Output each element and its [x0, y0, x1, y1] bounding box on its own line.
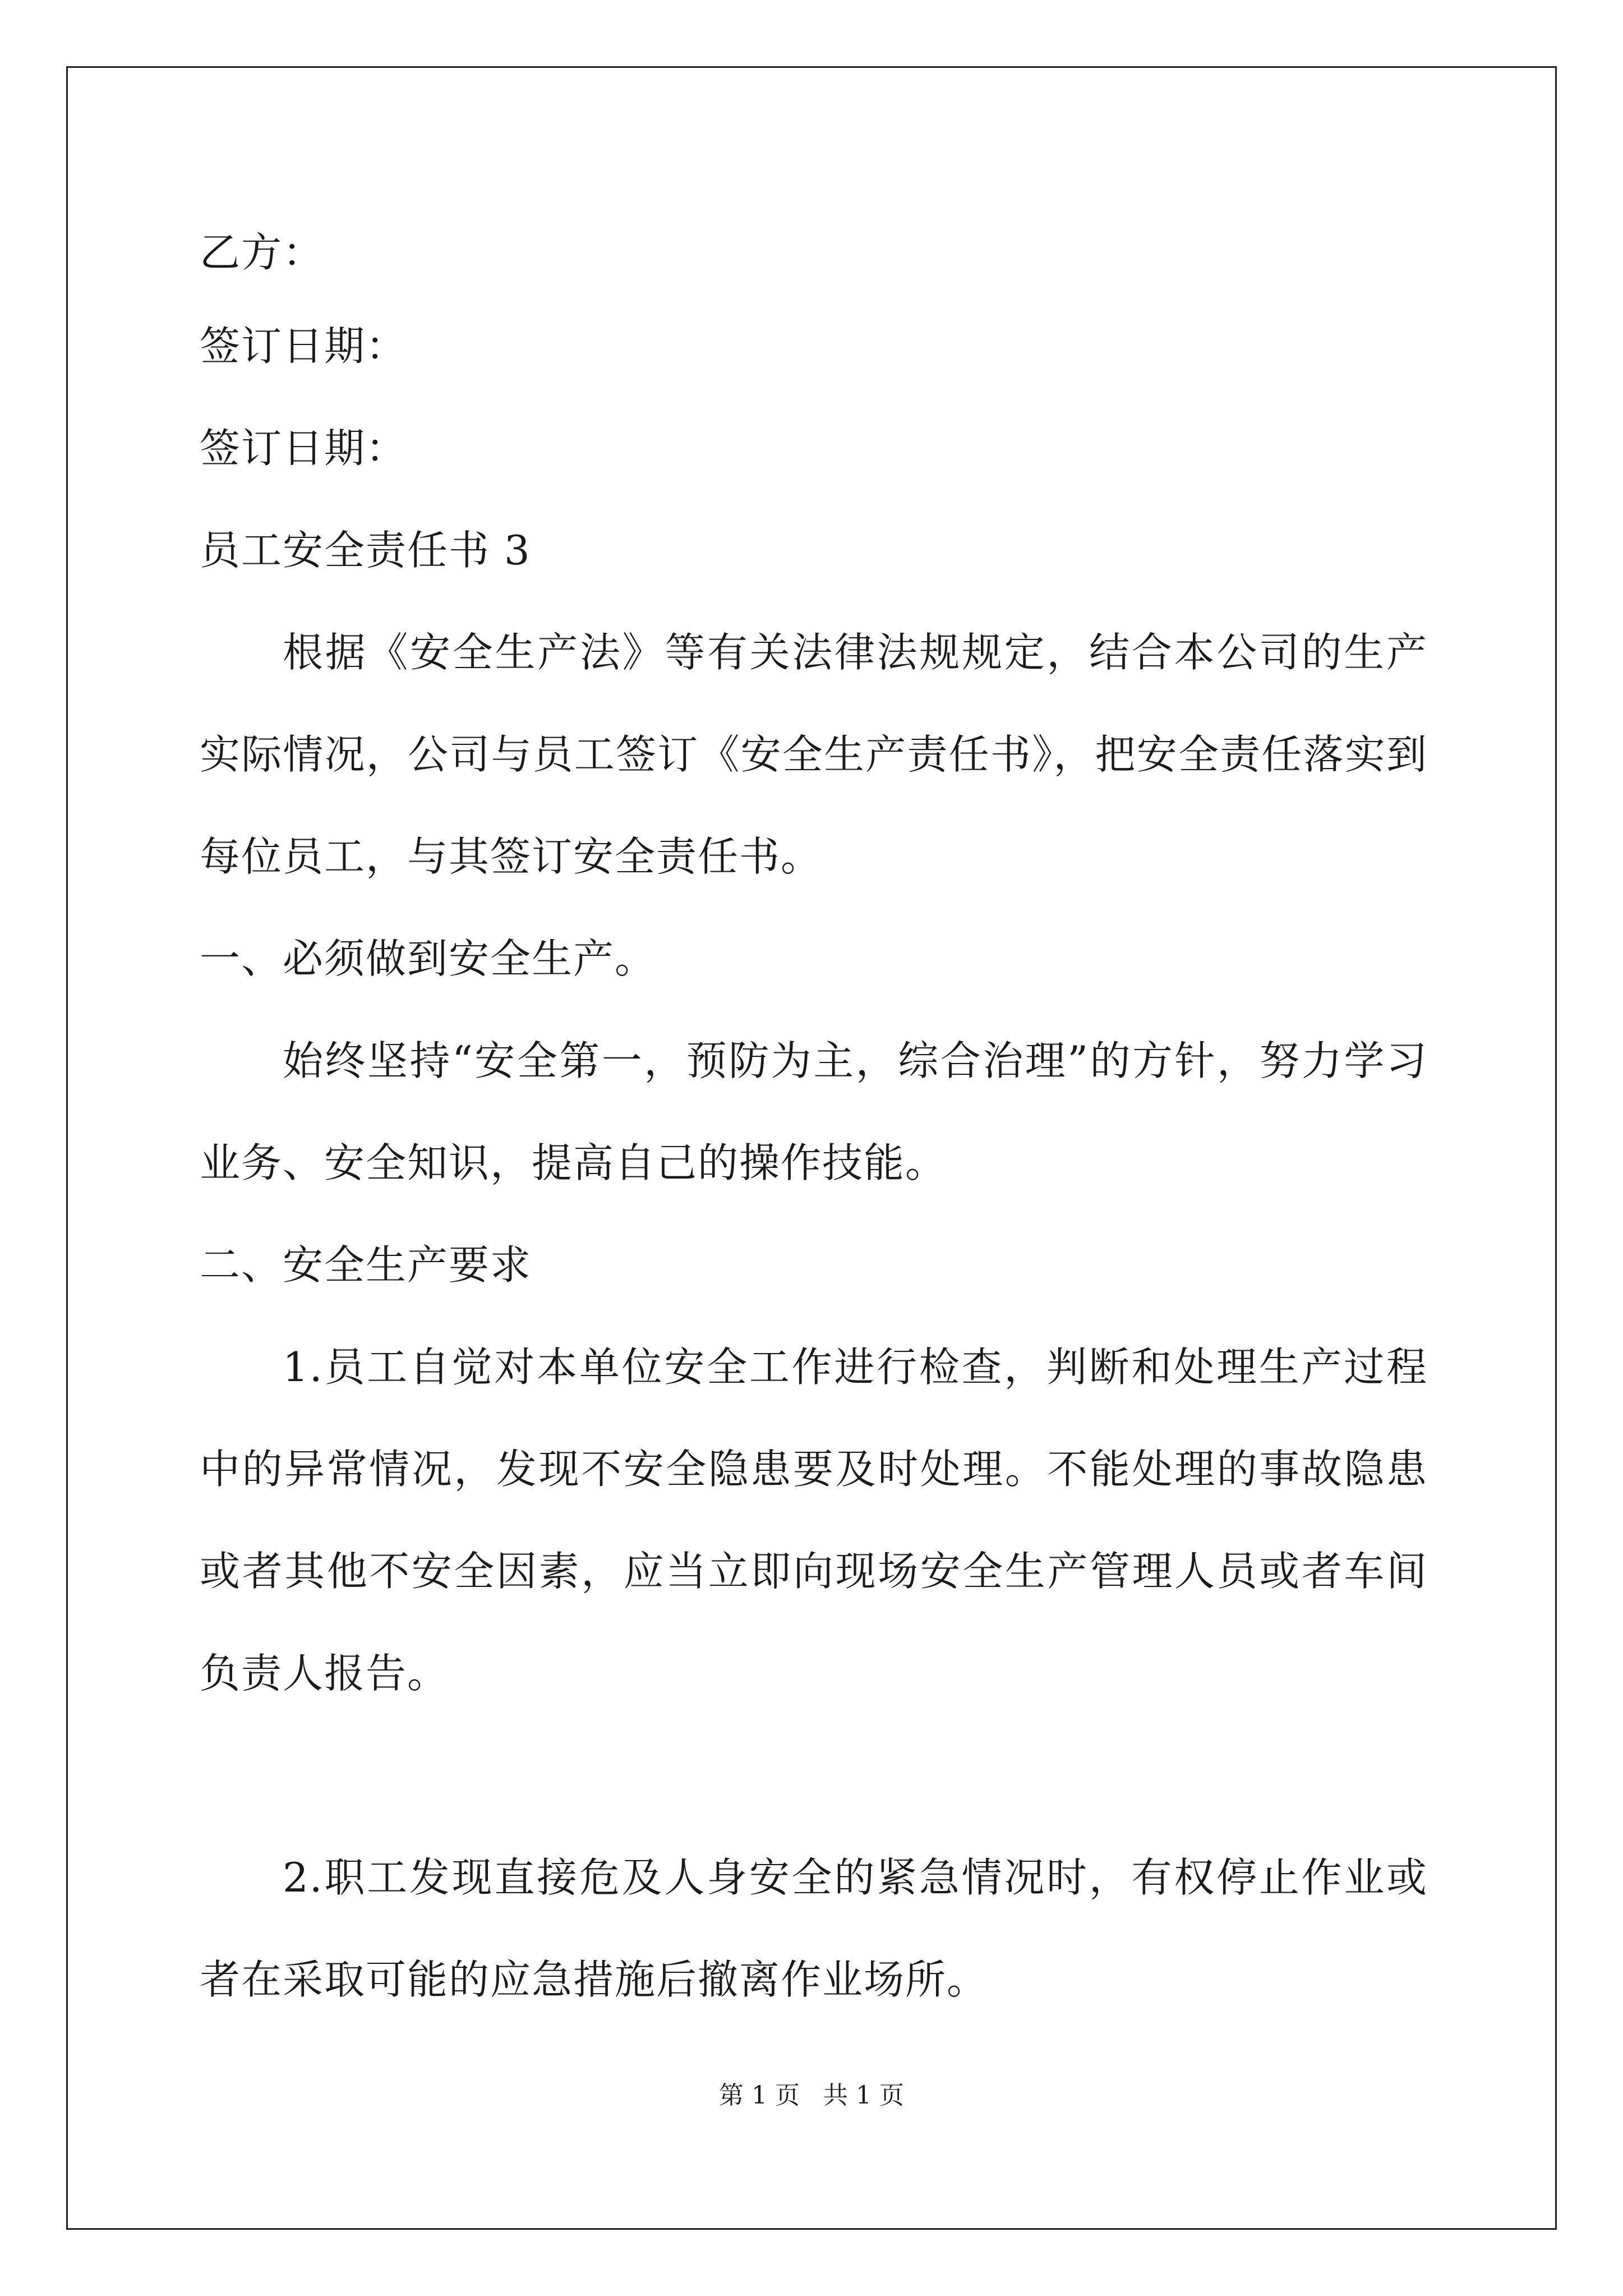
- intro-paragraph: 根据《安全生产法》等有关法律法规规定，结合本公司的生产实际情况，公司与员工签订《安全生产责任书》，把安全责任落实到每位员工，与其签订安全责任书。: [200, 629, 1428, 880]
- document-title: 员工安全责任书 3: [200, 527, 531, 574]
- page-footer: [0, 2079, 1623, 2113]
- party-b-label: 乙方：: [200, 229, 325, 276]
- section-heading: 一、必须做到安全生产。: [200, 935, 657, 982]
- sign-date-label: 签订日期：: [200, 323, 408, 370]
- page-number: 第 1 页: [719, 2081, 800, 2110]
- section-heading: 二、安全生产要求: [200, 1241, 532, 1289]
- page-count: 共 1 页: [823, 2081, 904, 2110]
- list-item: 2.职工发现直接危及人身安全的紧急情况时，有权停止作业或者在采取可能的应急措施后撤离作业场所。: [200, 1854, 1428, 2003]
- section-paragraph: 始终坚持“安全第一，预防为主，综合治理”的方针，努力学习业务、安全知识，提高自己的操作技能。: [200, 1037, 1428, 1186]
- list-item: 1.员工自觉对本单位安全工作进行检查，判断和处理生产过程中的异常情况，发现不安全隐患要及时处理。不能处理的事故隐患或者其他不安全因素，应当立即向现场安全生产管理人员或者车间负责人报告。: [200, 1343, 1428, 1697]
- sign-date-label: 签订日期：: [200, 425, 408, 472]
